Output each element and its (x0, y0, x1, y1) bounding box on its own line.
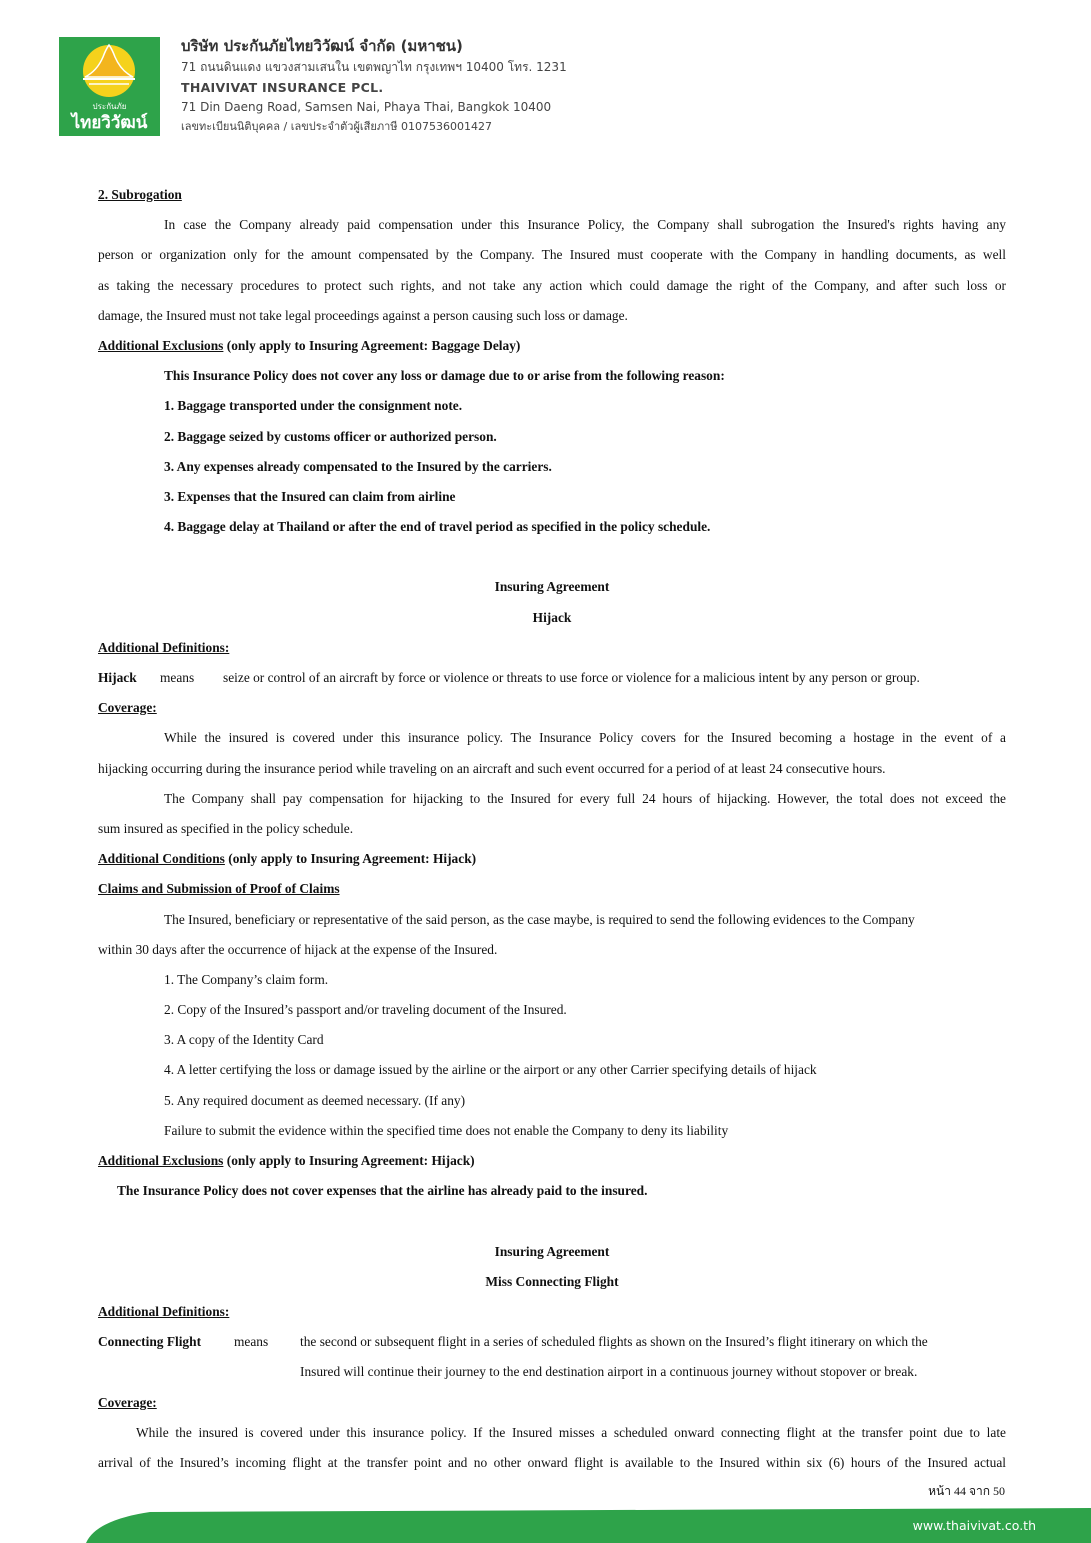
mcf-definition-cont (98, 1357, 1006, 1387)
mcf-agreement-title: Insuring Agreement (494, 1243, 610, 1259)
hijack-def-means: means (160, 670, 195, 685)
mcf-definition (98, 1327, 1006, 1357)
subrogation-heading: 2. Subrogation (98, 187, 182, 202)
page-number: หน้า 44 จาก 50 (928, 1484, 1005, 1498)
baggage-exclusion-item: 3. Expenses that the Insured can claim from airline (164, 488, 456, 504)
company-thai-address: 71 ถนนดินแดง แขวงสามเสนใน เขตพญาไท กรุงเทพฯ 10400 โทร. 1231 (181, 60, 567, 74)
logo-brand-text: ไทยวิวัฒน์ (71, 113, 148, 133)
subrogation-line: person or organization only for the amount compensated by the Company. The Insured must cooperate with the Company in handling documents, as well (98, 247, 1006, 263)
claims-line: within 30 days after the occurrence of hijack at the expense of the Insured. (98, 941, 498, 957)
hijack-exclusion-text: The Insurance Policy does not cover expenses that the airline has already paid to the insured. (117, 1183, 648, 1199)
claim-item: 5. Any required document as deemed necessary. (If any) (164, 1092, 466, 1108)
claim-item: 1. The Company’s claim form. (164, 971, 329, 987)
subrogation-line: damage, the Insured must not take legal proceedings against a person causing such loss or damage. (98, 307, 628, 323)
company-thai-name: บริษัท ประกันภัยไทยวิวัฒน์ จำกัด (มหาชน) (181, 37, 463, 55)
baggage-exclusions-heading (98, 331, 1006, 361)
claim-item: 3. A copy of the Identity Card (164, 1032, 324, 1048)
mcf-def-text: Insured will continue their journey to the end destination airport in a continuous journey without stopover or break. (300, 1364, 918, 1380)
mcf-def-term: Connecting Flight (98, 1334, 202, 1350)
hijack-exclusions-heading (98, 1146, 1006, 1176)
baggage-exclusion-item: 4. Baggage delay at Thailand or after the end of travel period as specified in the policy schedule. (164, 519, 711, 535)
logo-small-text: ประกันภัย (92, 102, 127, 111)
claim-item: 4. A letter certifying the loss or damage issued by the airline or the airport or any other Carrier specifying details of hijack (164, 1062, 817, 1078)
footer-band (0, 1500, 1091, 1543)
hijack-coverage-line: The Company shall pay compensation for hijacking to the Insured for every full 24 hours of hijacking. However, the total does not exceed the (164, 790, 1006, 806)
mcf-coverage-heading: Coverage: (98, 1394, 157, 1410)
company-english-name: THAIVIVAT INSURANCE PCL. (181, 80, 384, 95)
mcf-title: Miss Connecting Flight (485, 1273, 619, 1289)
mcf-definitions-heading: Additional Definitions: (98, 1303, 230, 1319)
company-registration: เลขทะเบียนนิติบุคคล / เลขประจำตัวผู้เสียภาษี 0107536001427 (181, 120, 492, 133)
hijack-def-text: seize or control of an aircraft by force or violence or threats to use force or violence for a malicious intent by any person or group. (223, 670, 920, 685)
hijack-conditions-heading-rest: (only apply to Insuring Agreement: Hijack) (224, 851, 477, 867)
claim-item: 2. Copy of the Insured’s passport and/or traveling document of the Insured. (164, 1002, 567, 1018)
hijack-agreement-title: Insuring Agreement (494, 579, 610, 595)
company-english-address: 71 Din Daeng Road, Samsen Nai, Phaya Thai, Bangkok 10400 (181, 100, 552, 114)
claims-heading: Claims and Submission of Proof of Claims (98, 881, 340, 897)
baggage-exclusions-intro: This Insurance Policy does not cover any loss or damage due to or arise from the following reason: (164, 368, 725, 384)
baggage-exclusion-item: 1. Baggage transported under the consignment note. (164, 398, 463, 414)
subrogation-line: In case the Company already paid compensation under this Insurance Policy, the Company shall subrogation the Insured's rights having any (164, 217, 1006, 233)
hijack-coverage-line: sum insured as specified in the policy schedule. (98, 820, 354, 836)
mcf-def-means: means (234, 1334, 269, 1350)
document-body (98, 180, 1006, 1478)
hijack-conditions-heading-underlined: Additional Conditions (98, 851, 225, 867)
hijack-definitions-heading: Additional Definitions: (98, 639, 230, 655)
hijack-exclusions-heading-underlined: Additional Exclusions (98, 1153, 224, 1168)
baggage-exclusion-item: 3. Any expenses already compensated to the Insured by the carriers. (164, 458, 552, 474)
mcf-coverage-line: While the insured is covered under this insurance policy. If the Insured misses a scheduled onward connecting flight at the transfer point due to late (136, 1424, 1006, 1440)
company-logo (59, 37, 160, 136)
spacer (98, 542, 1006, 572)
hijack-def-term: Hijack (98, 670, 137, 685)
mcf-coverage-line: arrival of the Insured’s incoming flight at the transfer point and no other onward flight is available to the Insured within six (6) hours of the Insured actual (98, 1454, 1006, 1470)
mcf-def-text: the second or subsequent flight in a series of scheduled flights as shown on the Insured’s flight itinerary on which the (300, 1334, 928, 1350)
baggage-exclusions-heading-rest: (only apply to Insuring Agreement: Baggage Delay) (223, 337, 521, 353)
subrogation-line: as taking the necessary procedures to protect such rights, and not take any action which could damage the right of the Company, and after such loss or (98, 277, 1006, 293)
hijack-definition (98, 663, 1006, 693)
hijack-conditions-heading (98, 844, 1006, 874)
hijack-coverage-line: hijacking occurring during the insurance period while traveling on an aircraft and such event occurred for a period of at least 24 consecutive hours. (98, 760, 886, 776)
company-info (181, 36, 567, 137)
hijack-title: Hijack (532, 609, 572, 625)
hijack-coverage-line: While the insured is covered under this insurance policy. The Insurance Policy covers for the Insured becoming a hostage in the event of a (164, 730, 1006, 746)
hijack-coverage-heading: Coverage: (98, 700, 157, 716)
baggage-exclusion-item: 2. Baggage seized by customs officer or authorized person. (164, 428, 497, 444)
spacer (98, 1206, 1006, 1236)
footer-website: www.thaivivat.co.th (912, 1518, 1036, 1533)
claims-line: The Insured, beneficiary or representative of the said person, as the case maybe, is required to send the following evidences to the Company (164, 911, 915, 927)
failure-note: Failure to submit the evidence within the specified time does not enable the Company to deny its liability (164, 1122, 729, 1138)
baggage-exclusions-heading-underlined: Additional Exclusions (98, 337, 224, 353)
hijack-exclusions-heading-rest: (only apply to Insuring Agreement: Hijack) (223, 1153, 475, 1168)
